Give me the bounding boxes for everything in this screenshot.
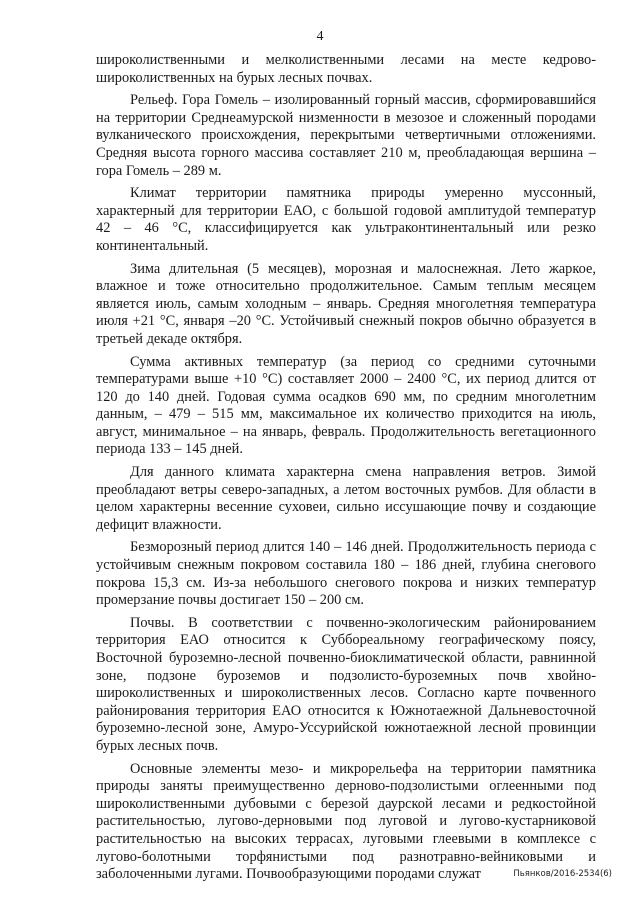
document-body	[96, 52, 596, 884]
paragraph-forest-continuation: широколиственными и мелколиственными лесами на месте кедрово-широколиственных на бурых лесных почвах.	[96, 52, 596, 86]
paragraph-soils: Почвы. В соответствии с почвенно-экологическим районированием территория ЕАО относится к Суббореальному географическому поясу, Восточной буроземно-лесной почвенно-биоклиматической области, равнинной зоне, подзоне буроземов и подзолисто-буроземных почв хвойно-широколиственных и широколиственных лесов. Согласно карте почвенного районирования территория ЕАО относится к Южнотаежной Дальневосточной буроземно-лесной зоне, Амуро-Уссурийской южнотаежной лесной провинции бурых лесных почв.	[96, 614, 596, 754]
paragraph-winter-summer: Зима длительная (5 месяцев), морозная и малоснежная. Лето жаркое, влажное и тоже относительно продолжительное. Самым теплым месяцем является июль, самым холодным – январь. Средняя многолетняя температура июля +21 °С, января –20 °С. Устойчивый снежный покров обычно образуется в третьей декаде октября.	[96, 260, 596, 347]
page-number: 4	[316, 29, 324, 44]
footer-stamp: Пьянков/2016-2534(6)	[513, 869, 612, 879]
paragraph-active-temperatures: Сумма активных температур (за период со средними суточными температурами выше +10 °С) составляет 2000 – 2400 °С, их период длится от 120 до 140 дней. Годовая сумма осадков 690 мм, по средним многолетним данным, – 479 – 515 мм, максимальное их количество приходится на июль, август, минимальное – на январь, февраль. Продолжительность вегетационного периода 133 – 145 дней.	[96, 353, 596, 458]
paragraph-relief: Рельеф. Гора Гомель – изолированный горный массив, сформировавшийся на территории Среднеамурской низменности в мезозое и сложенный породами вулканического происхождения, перекрытыми четвертичными отложениями. Средняя высота горного массива составляет 210 м, преобладающая вершина – гора Гомель – 289 м.	[96, 92, 596, 179]
paragraph-mesorelief: Основные элементы мезо- и микрорельефа на территории памятника природы заняты преимущественно дерново-подзолистыми оглеенными под широколиственными дубовыми с березой даурской лесами и редкостойной растительностью, лугово-дерновыми под луговой и лугово-кустарниковой растительностью на высоких террасах, луговыми глеевыми в комплексе с лугово-болотными торфянистыми под разнотравно-вейниковыми и заболоченными лугами. Почвообразующими породами служат	[96, 760, 596, 883]
paragraph-climate: Климат территории памятника природы умеренно муссонный, характерный для территории ЕАО, с большой годовой амплитудой температур 42 – 46 °С, классифицируется как ультраконтинентальный или резко континентальный.	[96, 185, 596, 254]
paragraph-frost-free-period: Безморозный период длится 140 – 146 дней. Продолжительность периода с устойчивым снежным покровом составила 180 – 186 дней, глубина снегового покрова 15,3 см. Из-за небольшого снегового покрова и низких температур промерзание почвы достигает 150 – 200 см.	[96, 539, 596, 609]
paragraph-winds: Для данного климата характерна смена направления ветров. Зимой преобладают ветры северо-западных, а летом восточных румбов. Для области в целом характерны весенние суховеи, сильно иссушающие почву и создающие дефицит влажности.	[96, 464, 596, 533]
